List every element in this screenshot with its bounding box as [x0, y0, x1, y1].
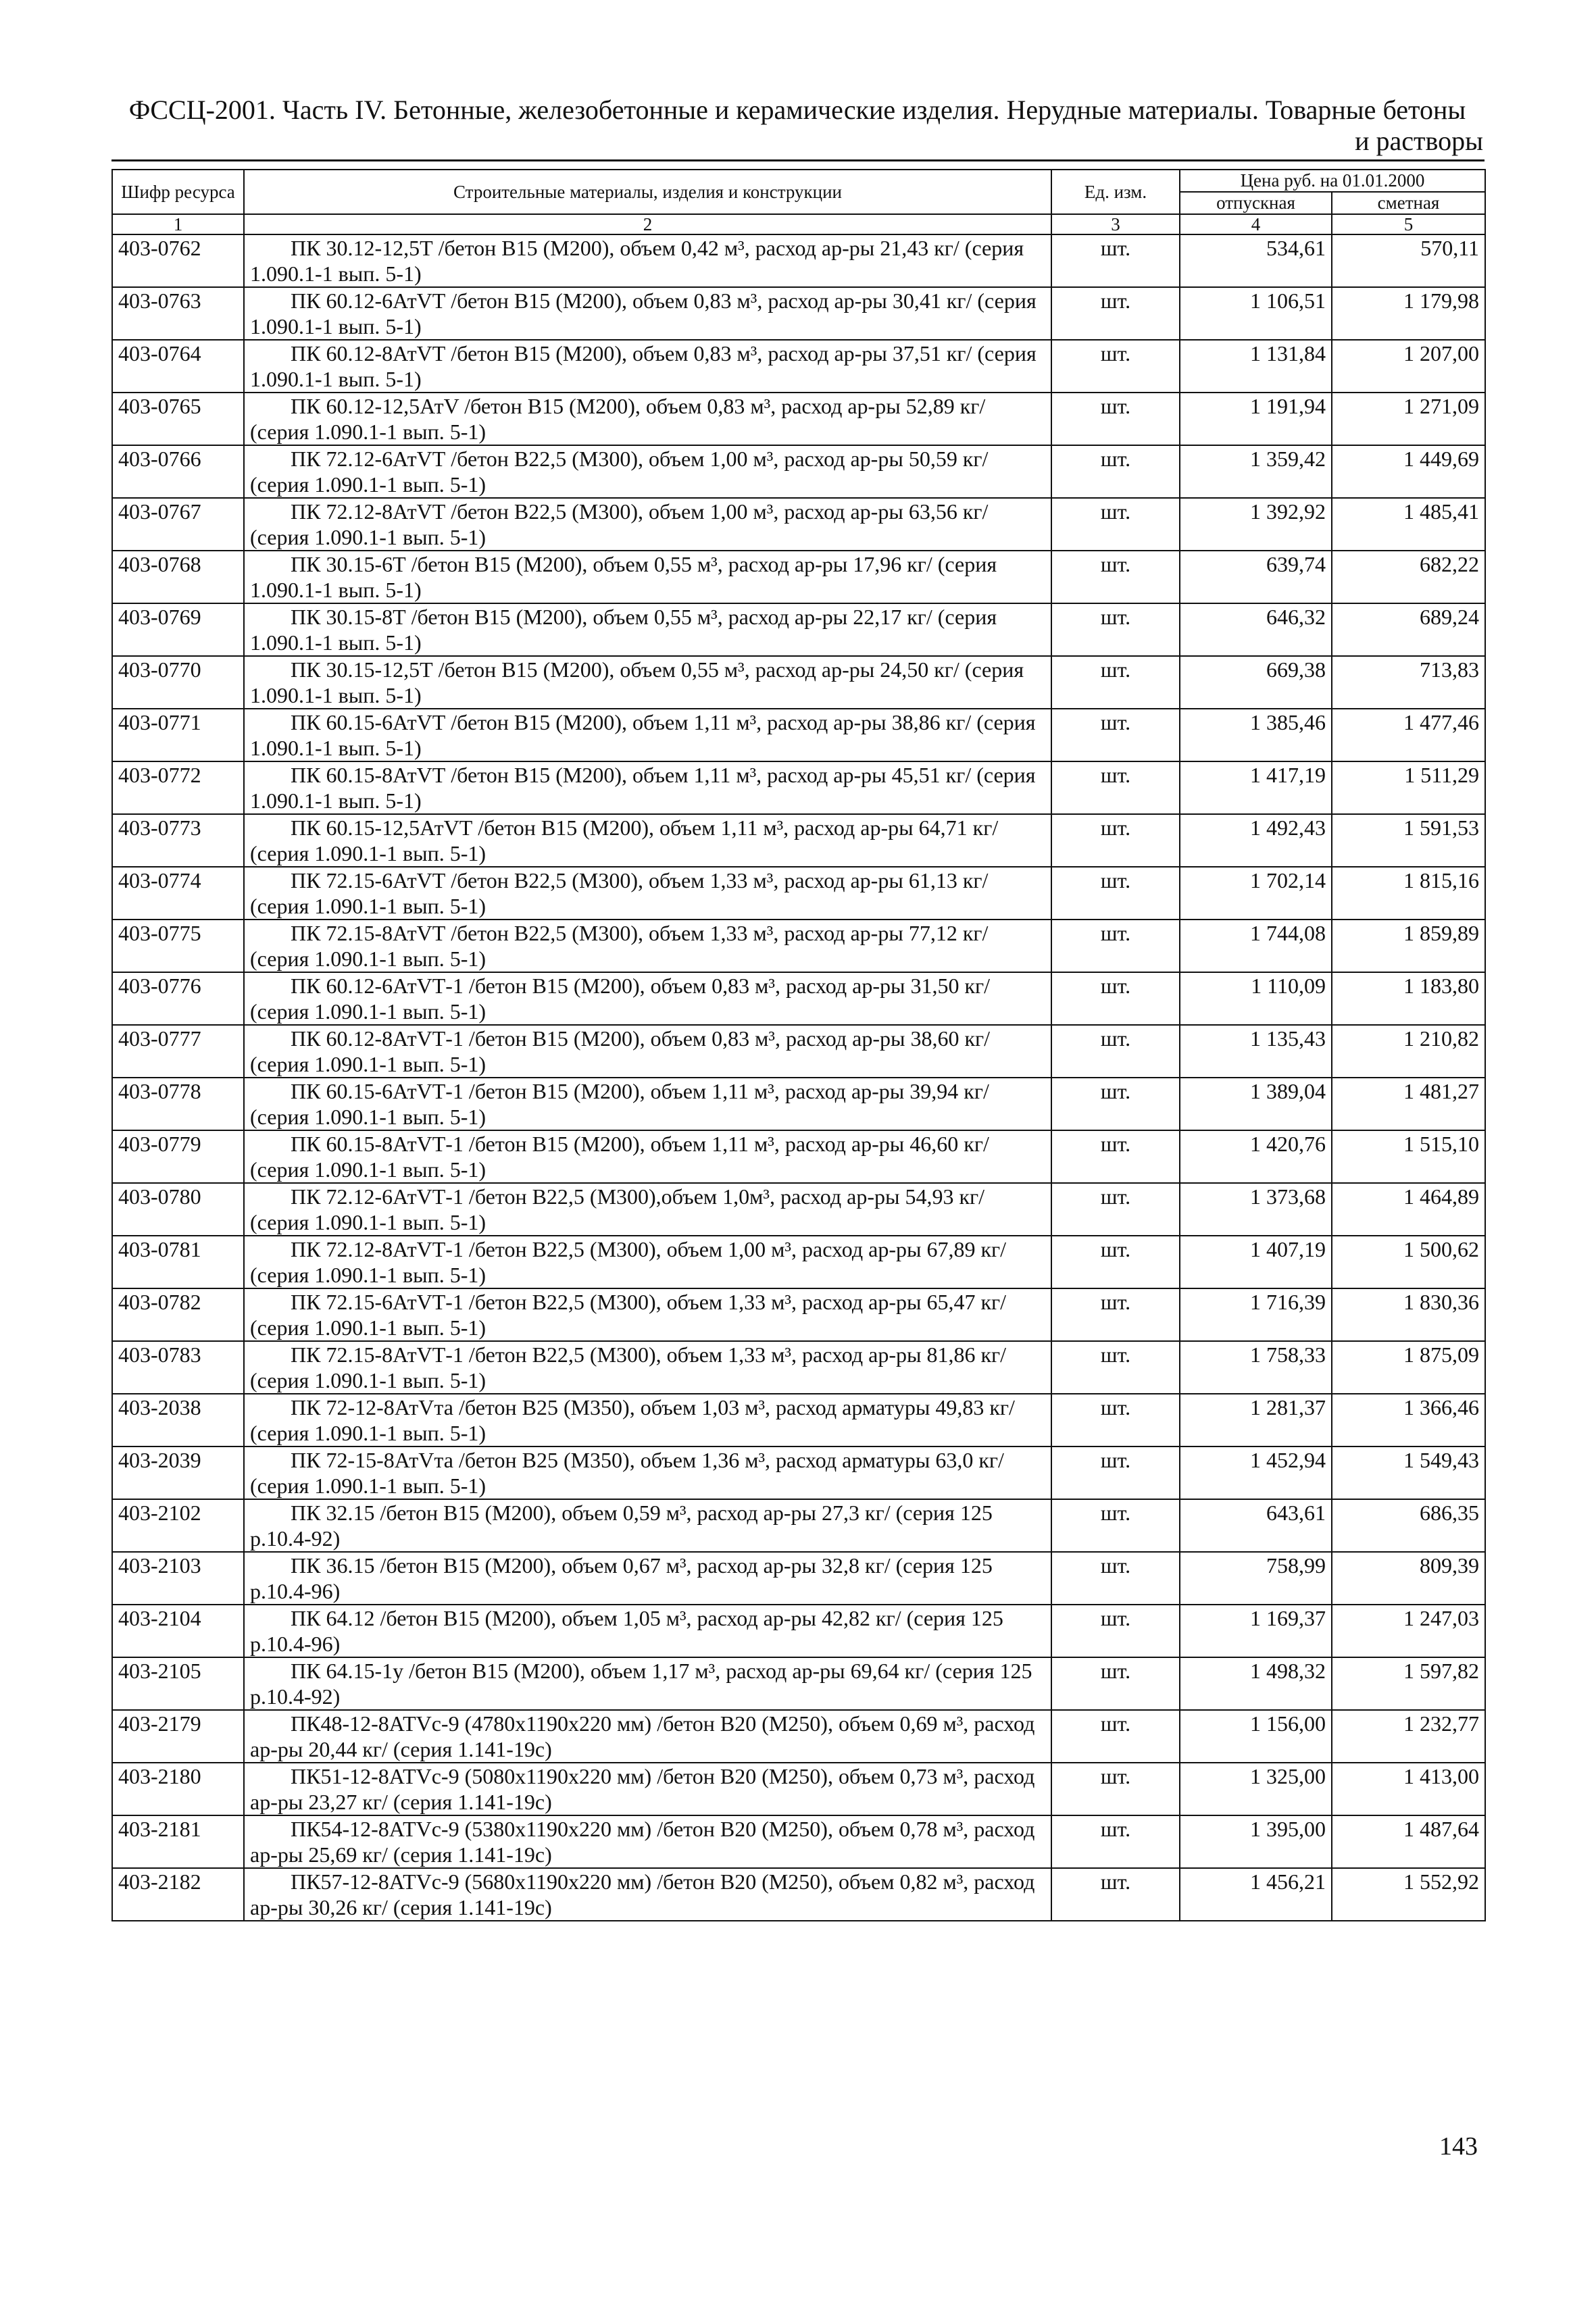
resource-code: 403-2038 [112, 1394, 244, 1447]
unit-of-measure: шт. [1051, 1552, 1180, 1605]
item-description: ПК 60.12-6АтVТ-1 /бетон В15 (М200), объем 0,83 м³, расход ар-ры 31,50 кг/ (серия 1.090.1-1 вып. 5-1) [244, 972, 1051, 1025]
release-price: 1 110,09 [1180, 972, 1332, 1025]
estimate-price: 1 500,62 [1332, 1236, 1485, 1288]
item-description: ПК 60.15-6АтVТ-1 /бетон В15 (М200), объем 1,11 м³, расход ар-ры 39,94 кг/ (серия 1.090.1-1 вып. 5-1) [244, 1078, 1051, 1130]
table-row [112, 867, 1485, 920]
resource-code: 403-0772 [112, 761, 244, 814]
estimate-price: 1 859,89 [1332, 920, 1485, 972]
header-title-continued: и растворы [1355, 126, 1483, 156]
release-price: 669,38 [1180, 656, 1332, 709]
unit-of-measure: шт. [1051, 1288, 1180, 1341]
resource-code: 403-0762 [112, 234, 244, 287]
release-price: 643,61 [1180, 1499, 1332, 1552]
unit-of-measure: шт. [1051, 709, 1180, 761]
estimate-price: 1 511,29 [1332, 761, 1485, 814]
estimate-price: 1 591,53 [1332, 814, 1485, 867]
estimate-price: 1 210,82 [1332, 1025, 1485, 1078]
unit-of-measure: шт. [1051, 287, 1180, 340]
item-description: ПК54-12-8АТVс-9 (5380x1190x220 мм) /бетон В20 (М250), объем 0,78 м³, расход ар-ры 25,69 кг/ (серия 1.141-19с) [244, 1815, 1051, 1868]
resource-code: 403-0781 [112, 1236, 244, 1288]
unit-of-measure: шт. [1051, 1183, 1180, 1236]
release-price: 1 135,43 [1180, 1025, 1332, 1078]
estimate-price: 1 485,41 [1332, 498, 1485, 551]
release-price: 1 392,92 [1180, 498, 1332, 551]
unit-of-measure: шт. [1051, 1499, 1180, 1552]
resource-code: 403-2103 [112, 1552, 244, 1605]
table-row [112, 1288, 1485, 1341]
table-row [112, 1341, 1485, 1394]
table-row [112, 340, 1485, 393]
unit-of-measure: шт. [1051, 1815, 1180, 1868]
estimate-price: 1 271,09 [1332, 393, 1485, 445]
table-row [112, 1815, 1485, 1868]
item-description: ПК 30.15-8Т /бетон В15 (М200), объем 0,55 м³, расход ар-ры 22,17 кг/ (серия 1.090.1-1 вып. 5-1) [244, 603, 1051, 656]
table-row [112, 287, 1485, 340]
header-rule [111, 159, 1485, 161]
estimate-price: 686,35 [1332, 1499, 1485, 1552]
item-description: ПК 36.15 /бетон В15 (М200), объем 0,67 м³, расход ар-ры 32,8 кг/ (серия 125 р.10.4-96) [244, 1552, 1051, 1605]
resource-code: 403-0767 [112, 498, 244, 551]
release-price: 1 492,43 [1180, 814, 1332, 867]
item-description: ПК 60.12-6АтVТ /бетон В15 (М200), объем 0,83 м³, расход ар-ры 30,41 кг/ (серия 1.090.1-1 вып. 5-1) [244, 287, 1051, 340]
resource-code: 403-0764 [112, 340, 244, 393]
table-row [112, 1868, 1485, 1921]
release-price: 1 407,19 [1180, 1236, 1332, 1288]
estimate-price: 1 179,98 [1332, 287, 1485, 340]
column-number-row [112, 214, 1485, 234]
estimate-price: 1 481,27 [1332, 1078, 1485, 1130]
header-name: Строительные материалы, изделия и конструкции [244, 170, 1051, 214]
resource-code: 403-2180 [112, 1763, 244, 1815]
unit-of-measure: шт. [1051, 393, 1180, 445]
unit-of-measure: шт. [1051, 814, 1180, 867]
item-description: ПК 72.12-6АтVТ /бетон В22,5 (М300), объем 1,00 м³, расход ар-ры 50,59 кг/ (серия 1.090.1-1 вып. 5-1) [244, 445, 1051, 498]
table-row [112, 1394, 1485, 1447]
release-price: 758,99 [1180, 1552, 1332, 1605]
table-row [112, 920, 1485, 972]
estimate-price: 1 464,89 [1332, 1183, 1485, 1236]
resource-code: 403-0782 [112, 1288, 244, 1341]
item-description: ПК 60.12-12,5АтV /бетон В15 (М200), объем 0,83 м³, расход ар-ры 52,89 кг/ (серия 1.090.1-1 вып. 5-1) [244, 393, 1051, 445]
item-description: ПК 60.15-8АтVТ-1 /бетон В15 (М200), объем 1,11 м³, расход ар-ры 46,60 кг/ (серия 1.090.1-1 вып. 5-1) [244, 1130, 1051, 1183]
estimate-price: 1 247,03 [1332, 1605, 1485, 1657]
resource-code: 403-0776 [112, 972, 244, 1025]
resource-code: 403-0778 [112, 1078, 244, 1130]
estimate-price: 1 515,10 [1332, 1130, 1485, 1183]
unit-of-measure: шт. [1051, 551, 1180, 603]
item-description: ПК 72.15-8АтVТ /бетон В22,5 (М300), объем 1,33 м³, расход ар-ры 77,12 кг/ (серия 1.090.1-1 вып. 5-1) [244, 920, 1051, 972]
resource-code: 403-0766 [112, 445, 244, 498]
resource-code: 403-2105 [112, 1657, 244, 1710]
unit-of-measure: шт. [1051, 972, 1180, 1025]
estimate-price: 809,39 [1332, 1552, 1485, 1605]
table-row [112, 393, 1485, 445]
release-price: 1 456,21 [1180, 1868, 1332, 1921]
unit-of-measure: шт. [1051, 1341, 1180, 1394]
unit-of-measure: шт. [1051, 445, 1180, 498]
table-row [112, 1183, 1485, 1236]
table-row [112, 972, 1485, 1025]
item-description: ПК 72-12-8АтVта /бетон В25 (М350), объем 1,03 м³, расход арматуры 49,83 кг/ (серия 1.090.1-1 вып. 5-1) [244, 1394, 1051, 1447]
table-row [112, 234, 1485, 287]
estimate-price: 1 549,43 [1332, 1447, 1485, 1499]
estimate-price: 713,83 [1332, 656, 1485, 709]
column-number: 5 [1332, 214, 1485, 234]
unit-of-measure: шт. [1051, 867, 1180, 920]
resource-code: 403-2181 [112, 1815, 244, 1868]
item-description: ПК 72.15-6АтVТ /бетон В22,5 (М300), объем 1,33 м³, расход ар-ры 61,13 кг/ (серия 1.090.1-1 вып. 5-1) [244, 867, 1051, 920]
unit-of-measure: шт. [1051, 1025, 1180, 1078]
page-number: 143 [1439, 2132, 1478, 2161]
release-price: 1 702,14 [1180, 867, 1332, 920]
table-row [112, 1657, 1485, 1710]
item-description: ПК57-12-8АТVс-9 (5680x1190x220 мм) /бетон В20 (М250), объем 0,82 м³, расход ар-ры 30,26 кг/ (серия 1.141-19с) [244, 1868, 1051, 1921]
estimate-price: 570,11 [1332, 234, 1485, 287]
estimate-price: 1 477,46 [1332, 709, 1485, 761]
item-description: ПК 72-15-8АтVта /бетон В25 (М350), объем 1,36 м³, расход арматуры 63,0 кг/ (серия 1.090.1-1 вып. 5-1) [244, 1447, 1051, 1499]
table-row [112, 1078, 1485, 1130]
resource-code: 403-0775 [112, 920, 244, 972]
table-row [112, 603, 1485, 656]
unit-of-measure: шт. [1051, 603, 1180, 656]
item-description: ПК 64.12 /бетон В15 (М200), объем 1,05 м³, расход ар-ры 42,82 кг/ (серия 125 р.10.4-96) [244, 1605, 1051, 1657]
column-number: 1 [112, 214, 244, 234]
estimate-price: 682,22 [1332, 551, 1485, 603]
resource-code: 403-0771 [112, 709, 244, 761]
table-row [112, 1025, 1485, 1078]
release-price: 1 417,19 [1180, 761, 1332, 814]
resource-code: 403-0770 [112, 656, 244, 709]
item-description: ПК 30.15-6Т /бетон В15 (М200), объем 0,55 м³, расход ар-ры 17,96 кг/ (серия 1.090.1-1 вып. 5-1) [244, 551, 1051, 603]
header-price-release: отпускная [1180, 192, 1332, 214]
release-price: 534,61 [1180, 234, 1332, 287]
release-price: 1 169,37 [1180, 1605, 1332, 1657]
column-number: 2 [244, 214, 1051, 234]
release-price: 1 420,76 [1180, 1130, 1332, 1183]
table-row [112, 498, 1485, 551]
table-row [112, 656, 1485, 709]
item-description: ПК 72.15-6АтVТ-1 /бетон В22,5 (М300), объем 1,33 м³, расход ар-ры 65,47 кг/ (серия 1.090.1-1 вып. 5-1) [244, 1288, 1051, 1341]
estimate-price: 1 449,69 [1332, 445, 1485, 498]
estimate-price: 1 232,77 [1332, 1710, 1485, 1763]
table-row [112, 551, 1485, 603]
unit-of-measure: шт. [1051, 340, 1180, 393]
table-row [112, 445, 1485, 498]
resource-code: 403-0765 [112, 393, 244, 445]
item-description: ПК 60.15-8АтVТ /бетон В15 (М200), объем 1,11 м³, расход ар-ры 45,51 кг/ (серия 1.090.1-1 вып. 5-1) [244, 761, 1051, 814]
resource-code: 403-0780 [112, 1183, 244, 1236]
unit-of-measure: шт. [1051, 1605, 1180, 1657]
estimate-price: 1 413,00 [1332, 1763, 1485, 1815]
release-price: 1 156,00 [1180, 1710, 1332, 1763]
release-price: 1 131,84 [1180, 340, 1332, 393]
table-row [112, 1763, 1485, 1815]
unit-of-measure: шт. [1051, 656, 1180, 709]
item-description: ПК 30.12-12,5Т /бетон В15 (М200), объем 0,42 м³, расход ар-ры 21,43 кг/ (серия 1.090.1-1 вып. 5-1) [244, 234, 1051, 287]
price-table [111, 169, 1486, 1921]
item-description: ПК 60.12-8АтVТ-1 /бетон В15 (М200), объем 0,83 м³, расход ар-ры 38,60 кг/ (серия 1.090.1-1 вып. 5-1) [244, 1025, 1051, 1078]
table-row [112, 1130, 1485, 1183]
estimate-price: 689,24 [1332, 603, 1485, 656]
estimate-price: 1 815,16 [1332, 867, 1485, 920]
table-row [112, 1605, 1485, 1657]
table-row [112, 709, 1485, 761]
release-price: 1 452,94 [1180, 1447, 1332, 1499]
resource-code: 403-2182 [112, 1868, 244, 1921]
resource-code: 403-0779 [112, 1130, 244, 1183]
item-description: ПК 60.12-8АтVТ /бетон В15 (М200), объем 0,83 м³, расход ар-ры 37,51 кг/ (серия 1.090.1-1 вып. 5-1) [244, 340, 1051, 393]
release-price: 1 758,33 [1180, 1341, 1332, 1394]
unit-of-measure: шт. [1051, 1447, 1180, 1499]
header-title: ФССЦ-2001. Часть IV. Бетонные, железобетонные и керамические изделия. Нерудные материалы. Товарные бетоны [128, 95, 1466, 125]
item-description: ПК 72.12-8АтVТ /бетон В22,5 (М300), объем 1,00 м³, расход ар-ры 63,56 кг/ (серия 1.090.1-1 вып. 5-1) [244, 498, 1051, 551]
table-row [112, 1447, 1485, 1499]
unit-of-measure: шт. [1051, 1078, 1180, 1130]
estimate-price: 1 552,92 [1332, 1868, 1485, 1921]
item-description: ПК 72.15-8АтVТ-1 /бетон В22,5 (М300), объем 1,33 м³, расход ар-ры 81,86 кг/ (серия 1.090.1-1 вып. 5-1) [244, 1341, 1051, 1394]
table-row [112, 1552, 1485, 1605]
resource-code: 403-2179 [112, 1710, 244, 1763]
estimate-price: 1 207,00 [1332, 340, 1485, 393]
column-number: 4 [1180, 214, 1332, 234]
estimate-price: 1 183,80 [1332, 972, 1485, 1025]
item-description: ПК 30.15-12,5Т /бетон В15 (М200), объем 0,55 м³, расход ар-ры 24,50 кг/ (серия 1.090.1-1 вып. 5-1) [244, 656, 1051, 709]
header-unit: Ед. изм. [1051, 170, 1180, 214]
unit-of-measure: шт. [1051, 1763, 1180, 1815]
estimate-price: 1 366,46 [1332, 1394, 1485, 1447]
estimate-price: 1 830,36 [1332, 1288, 1485, 1341]
table-row [112, 1499, 1485, 1552]
release-price: 1 389,04 [1180, 1078, 1332, 1130]
release-price: 1 325,00 [1180, 1763, 1332, 1815]
table-row [112, 1236, 1485, 1288]
item-description: ПК51-12-8АТVс-9 (5080x1190x220 мм) /бетон В20 (М250), объем 0,73 м³, расход ар-ры 23,27 кг/ (серия 1.141-19с) [244, 1763, 1051, 1815]
estimate-price: 1 487,64 [1332, 1815, 1485, 1868]
table-row [112, 761, 1485, 814]
table-body [112, 234, 1485, 1921]
release-price: 1 281,37 [1180, 1394, 1332, 1447]
unit-of-measure: шт. [1051, 1657, 1180, 1710]
release-price: 1 106,51 [1180, 287, 1332, 340]
release-price: 1 716,39 [1180, 1288, 1332, 1341]
resource-code: 403-0774 [112, 867, 244, 920]
unit-of-measure: шт. [1051, 1868, 1180, 1921]
unit-of-measure: шт. [1051, 234, 1180, 287]
header-price: Цена руб. на 01.01.2000 [1180, 170, 1485, 192]
release-price: 1 359,42 [1180, 445, 1332, 498]
unit-of-measure: шт. [1051, 761, 1180, 814]
unit-of-measure: шт. [1051, 920, 1180, 972]
unit-of-measure: шт. [1051, 1394, 1180, 1447]
release-price: 1 498,32 [1180, 1657, 1332, 1710]
item-description: ПК 32.15 /бетон В15 (М200), объем 0,59 м³, расход ар-ры 27,3 кг/ (серия 125 р.10.4-92) [244, 1499, 1051, 1552]
header-price-estimate: сметная [1332, 192, 1485, 214]
item-description: ПК 72.12-6АтVТ-1 /бетон В22,5 (М300),объем 1,0м³, расход ар-ры 54,93 кг/ (серия 1.090.1-1 вып. 5-1) [244, 1183, 1051, 1236]
unit-of-measure: шт. [1051, 498, 1180, 551]
resource-code: 403-0768 [112, 551, 244, 603]
release-price: 1 395,00 [1180, 1815, 1332, 1868]
release-price: 639,74 [1180, 551, 1332, 603]
release-price: 1 191,94 [1180, 393, 1332, 445]
resource-code: 403-0777 [112, 1025, 244, 1078]
unit-of-measure: шт. [1051, 1130, 1180, 1183]
resource-code: 403-2039 [112, 1447, 244, 1499]
resource-code: 403-0783 [112, 1341, 244, 1394]
release-price: 1 373,68 [1180, 1183, 1332, 1236]
table-row [112, 1710, 1485, 1763]
item-description: ПК48-12-8АТVс-9 (4780x1190x220 мм) /бетон В20 (М250), объем 0,69 м³, расход ар-ры 20,44 кг/ (серия 1.141-19с) [244, 1710, 1051, 1763]
resource-code: 403-0773 [112, 814, 244, 867]
estimate-price: 1 597,82 [1332, 1657, 1485, 1710]
estimate-price: 1 875,09 [1332, 1341, 1485, 1394]
unit-of-measure: шт. [1051, 1236, 1180, 1288]
item-description: ПК 60.15-6АтVТ /бетон В15 (М200), объем 1,11 м³, расход ар-ры 38,86 кг/ (серия 1.090.1-1 вып. 5-1) [244, 709, 1051, 761]
resource-code: 403-0763 [112, 287, 244, 340]
header-code: Шифр ресурса [112, 170, 244, 214]
unit-of-measure: шт. [1051, 1710, 1180, 1763]
item-description: ПК 72.12-8АтVТ-1 /бетон В22,5 (М300), объем 1,00 м³, расход ар-ры 67,89 кг/ (серия 1.090.1-1 вып. 5-1) [244, 1236, 1051, 1288]
release-price: 1 385,46 [1180, 709, 1332, 761]
page-header [111, 95, 1483, 157]
release-price: 1 744,08 [1180, 920, 1332, 972]
resource-code: 403-2104 [112, 1605, 244, 1657]
resource-code: 403-2102 [112, 1499, 244, 1552]
column-number: 3 [1051, 214, 1180, 234]
table-row [112, 814, 1485, 867]
release-price: 646,32 [1180, 603, 1332, 656]
resource-code: 403-0769 [112, 603, 244, 656]
item-description: ПК 60.15-12,5АтVТ /бетон В15 (М200), объем 1,11 м³, расход ар-ры 64,71 кг/ (серия 1.090.1-1 вып. 5-1) [244, 814, 1051, 867]
item-description: ПК 64.15-1у /бетон В15 (М200), объем 1,17 м³, расход ар-ры 69,64 кг/ (серия 125 р.10.4-92) [244, 1657, 1051, 1710]
